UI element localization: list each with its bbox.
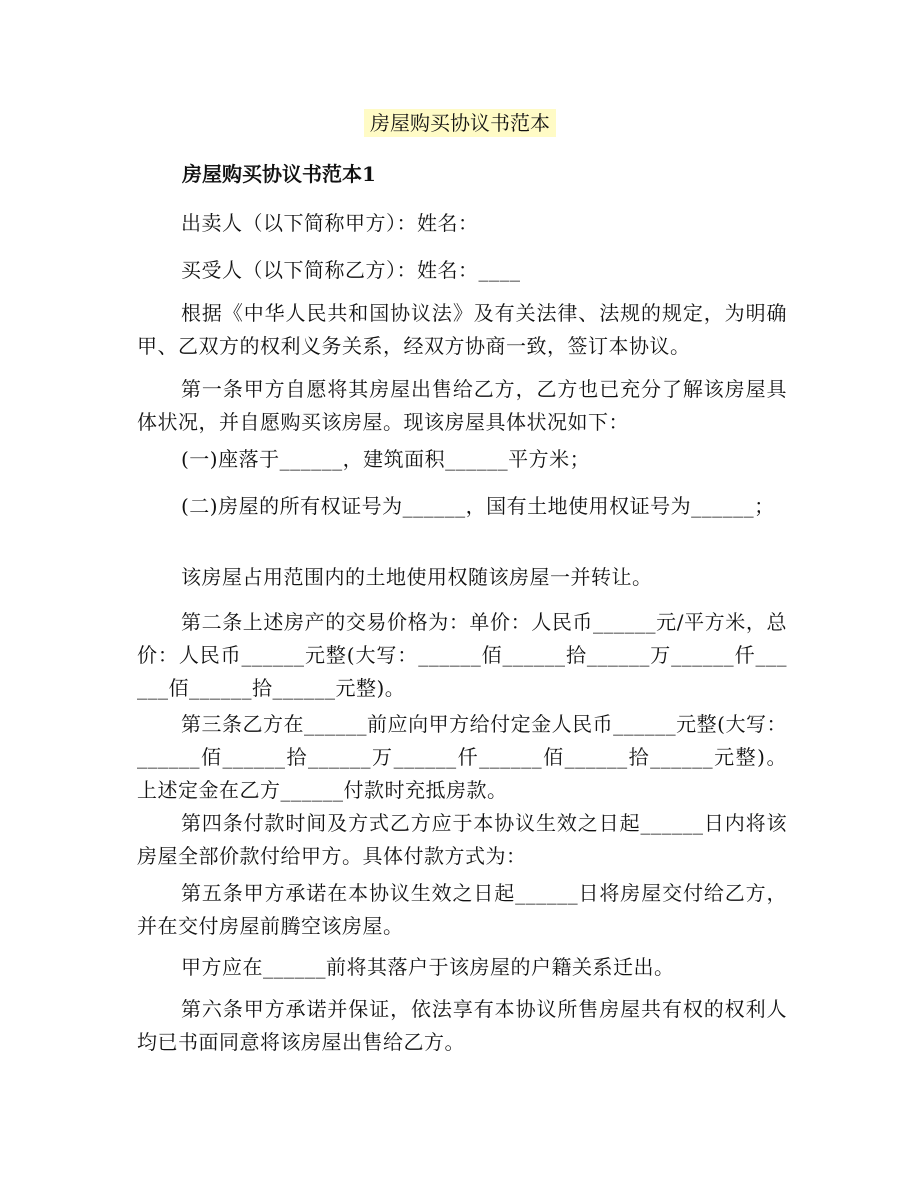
paragraph-article-4: 第四条付款时间及方式乙方应于本协议生效之日起______日内将该房屋全部价款付给甲方。具体付款方式为： bbox=[137, 811, 787, 868]
paragraph-article-6: 第六条甲方承诺并保证，依法享有本协议所售房屋共有权的权利人均已书面同意将该房屋出售给乙方。 bbox=[137, 997, 787, 1054]
paragraph-article-1: 第一条甲方自愿将其房屋出售给乙方，乙方也已充分了解该房屋具体状况，并自愿购买该房屋。现该房屋具体状况如下： bbox=[137, 377, 787, 434]
paragraph-item-1: (一)座落于______，建筑面积______平方米； bbox=[181, 447, 591, 471]
paragraph-household: 甲方应在______前将其落户于该房屋的户籍关系迁出。 bbox=[181, 955, 675, 979]
paragraph-article-3: 第三条乙方在______前应向甲方给付定金人民币______元整(大写：______佰______拾______万______仟______佰______拾______元整)。上述定金在乙方______付款时充抵房款。 bbox=[137, 712, 787, 802]
paragraph-item-2: (二)房屋的所有权证号为______，国有土地使用权证号为______； bbox=[181, 494, 775, 518]
document-title-text: 房屋购买协议书范本 bbox=[364, 109, 556, 137]
document-title bbox=[0, 109, 920, 137]
section-heading: 房屋购买协议书范本1 bbox=[182, 162, 376, 186]
paragraph-land-use: 该房屋占用范围内的土地使用权随该房屋一并转让。 bbox=[181, 565, 653, 589]
paragraph-article-2: 第二条上述房产的交易价格为：单价：人民币______元/平方米，总价：人民币______元整(大写：______佰______拾______万______仟______佰______拾______元整)。 bbox=[137, 610, 787, 700]
paragraph-seller: 出卖人（以下简称甲方）：姓名： bbox=[181, 211, 479, 235]
paragraph-buyer: 买受人（以下简称乙方）：姓名：____ bbox=[181, 258, 521, 282]
paragraph-article-5: 第五条甲方承诺在本协议生效之日起______日将房屋交付给乙方，并在交付房屋前腾空该房屋。 bbox=[137, 881, 787, 938]
paragraph-preamble: 根据《中华人民共和国协议法》及有关法律、法规的规定，为明确甲、乙双方的权利义务关系，经双方协商一致，签订本协议。 bbox=[137, 301, 787, 358]
